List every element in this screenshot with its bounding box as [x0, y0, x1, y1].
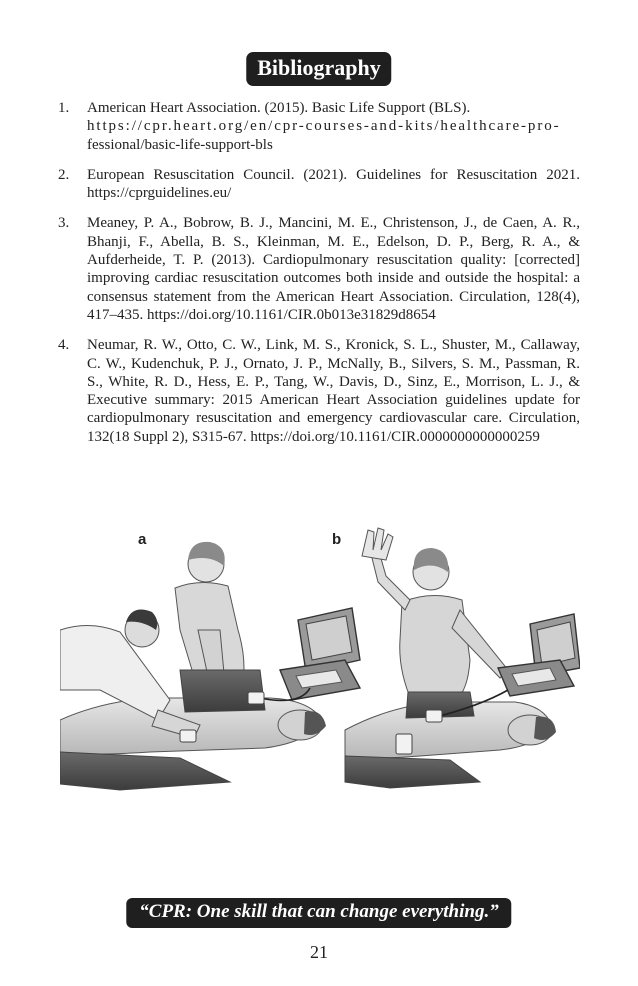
reference-item	[58, 166, 580, 203]
panel-b-scene	[332, 528, 580, 788]
panel-b-label: b	[332, 531, 342, 548]
reference-text	[87, 100, 561, 153]
reference-number: 4.	[58, 337, 70, 354]
reference-item	[58, 336, 580, 446]
reference-number: 1.	[58, 100, 70, 116]
panel-a-label: a	[138, 531, 147, 548]
reference-item	[58, 99, 580, 154]
cpr-illustration	[60, 520, 580, 820]
page-number: 21	[310, 942, 328, 962]
page-title: Bibliography	[246, 52, 391, 86]
panel-a-scene	[60, 531, 360, 790]
reference-number: 2.	[58, 166, 70, 183]
reference-url: https://cpr.heart.org/en/cpr-courses-and-kits/healthcare-pro-	[87, 118, 561, 135]
reference-number: 3.	[58, 215, 70, 232]
reference-text: Meaney, P. A., Bobrow, B. J., Mancini, M. E., Christenson, J., de Caen, A. R., Bhanji, F., Abella, B. S., Kleinman, M. E., Edelson, D. P., Berg, R. A., & Aufderheide, T. P. (2013). Cardiopulmonary resuscitation quality: [corrected] improving cardiac resuscitation outcomes both inside and outside the hospital: a consensus statement from the American Heart Association. Circulation, 128(4), 417–435. https://doi.org/10.1161/CIR.0b013e31829d8654	[87, 215, 580, 323]
reference-item	[58, 214, 580, 324]
reference-text: European Resuscitation Council. (2021). Guidelines for Resuscitation 2021. https://cprguidelines.eu/	[87, 166, 580, 202]
reference-url-continued: fessional/basic-life-support-bls	[87, 136, 273, 153]
reference-text: Neumar, R. W., Otto, C. W., Link, M. S., Kronick, S. L., Shuster, M., Callaway, C. W., Kudenchuk, P. J., Ornato, J. P., McNally, B., Silvers, S. M., Passman, R. S., White, R. D., Hess, E. P., Tang, W., Davis, D., Sinz, E., Morrison, L. J., & Executive summary: 2015 American Heart Association guidelines update for cardiopulmonary resuscitation and emergency cardiovascular care. Circulation, 132(18 Suppl 2), S315-67. https://doi.org/10.1161/CIR.0000000000000259	[87, 337, 580, 445]
reference-citation: American Heart Association. (2015). Basic Life Support (BLS).	[87, 100, 471, 116]
reference-list	[58, 99, 580, 458]
footer-quote: “CPR: One skill that can change everything.”	[126, 898, 511, 928]
